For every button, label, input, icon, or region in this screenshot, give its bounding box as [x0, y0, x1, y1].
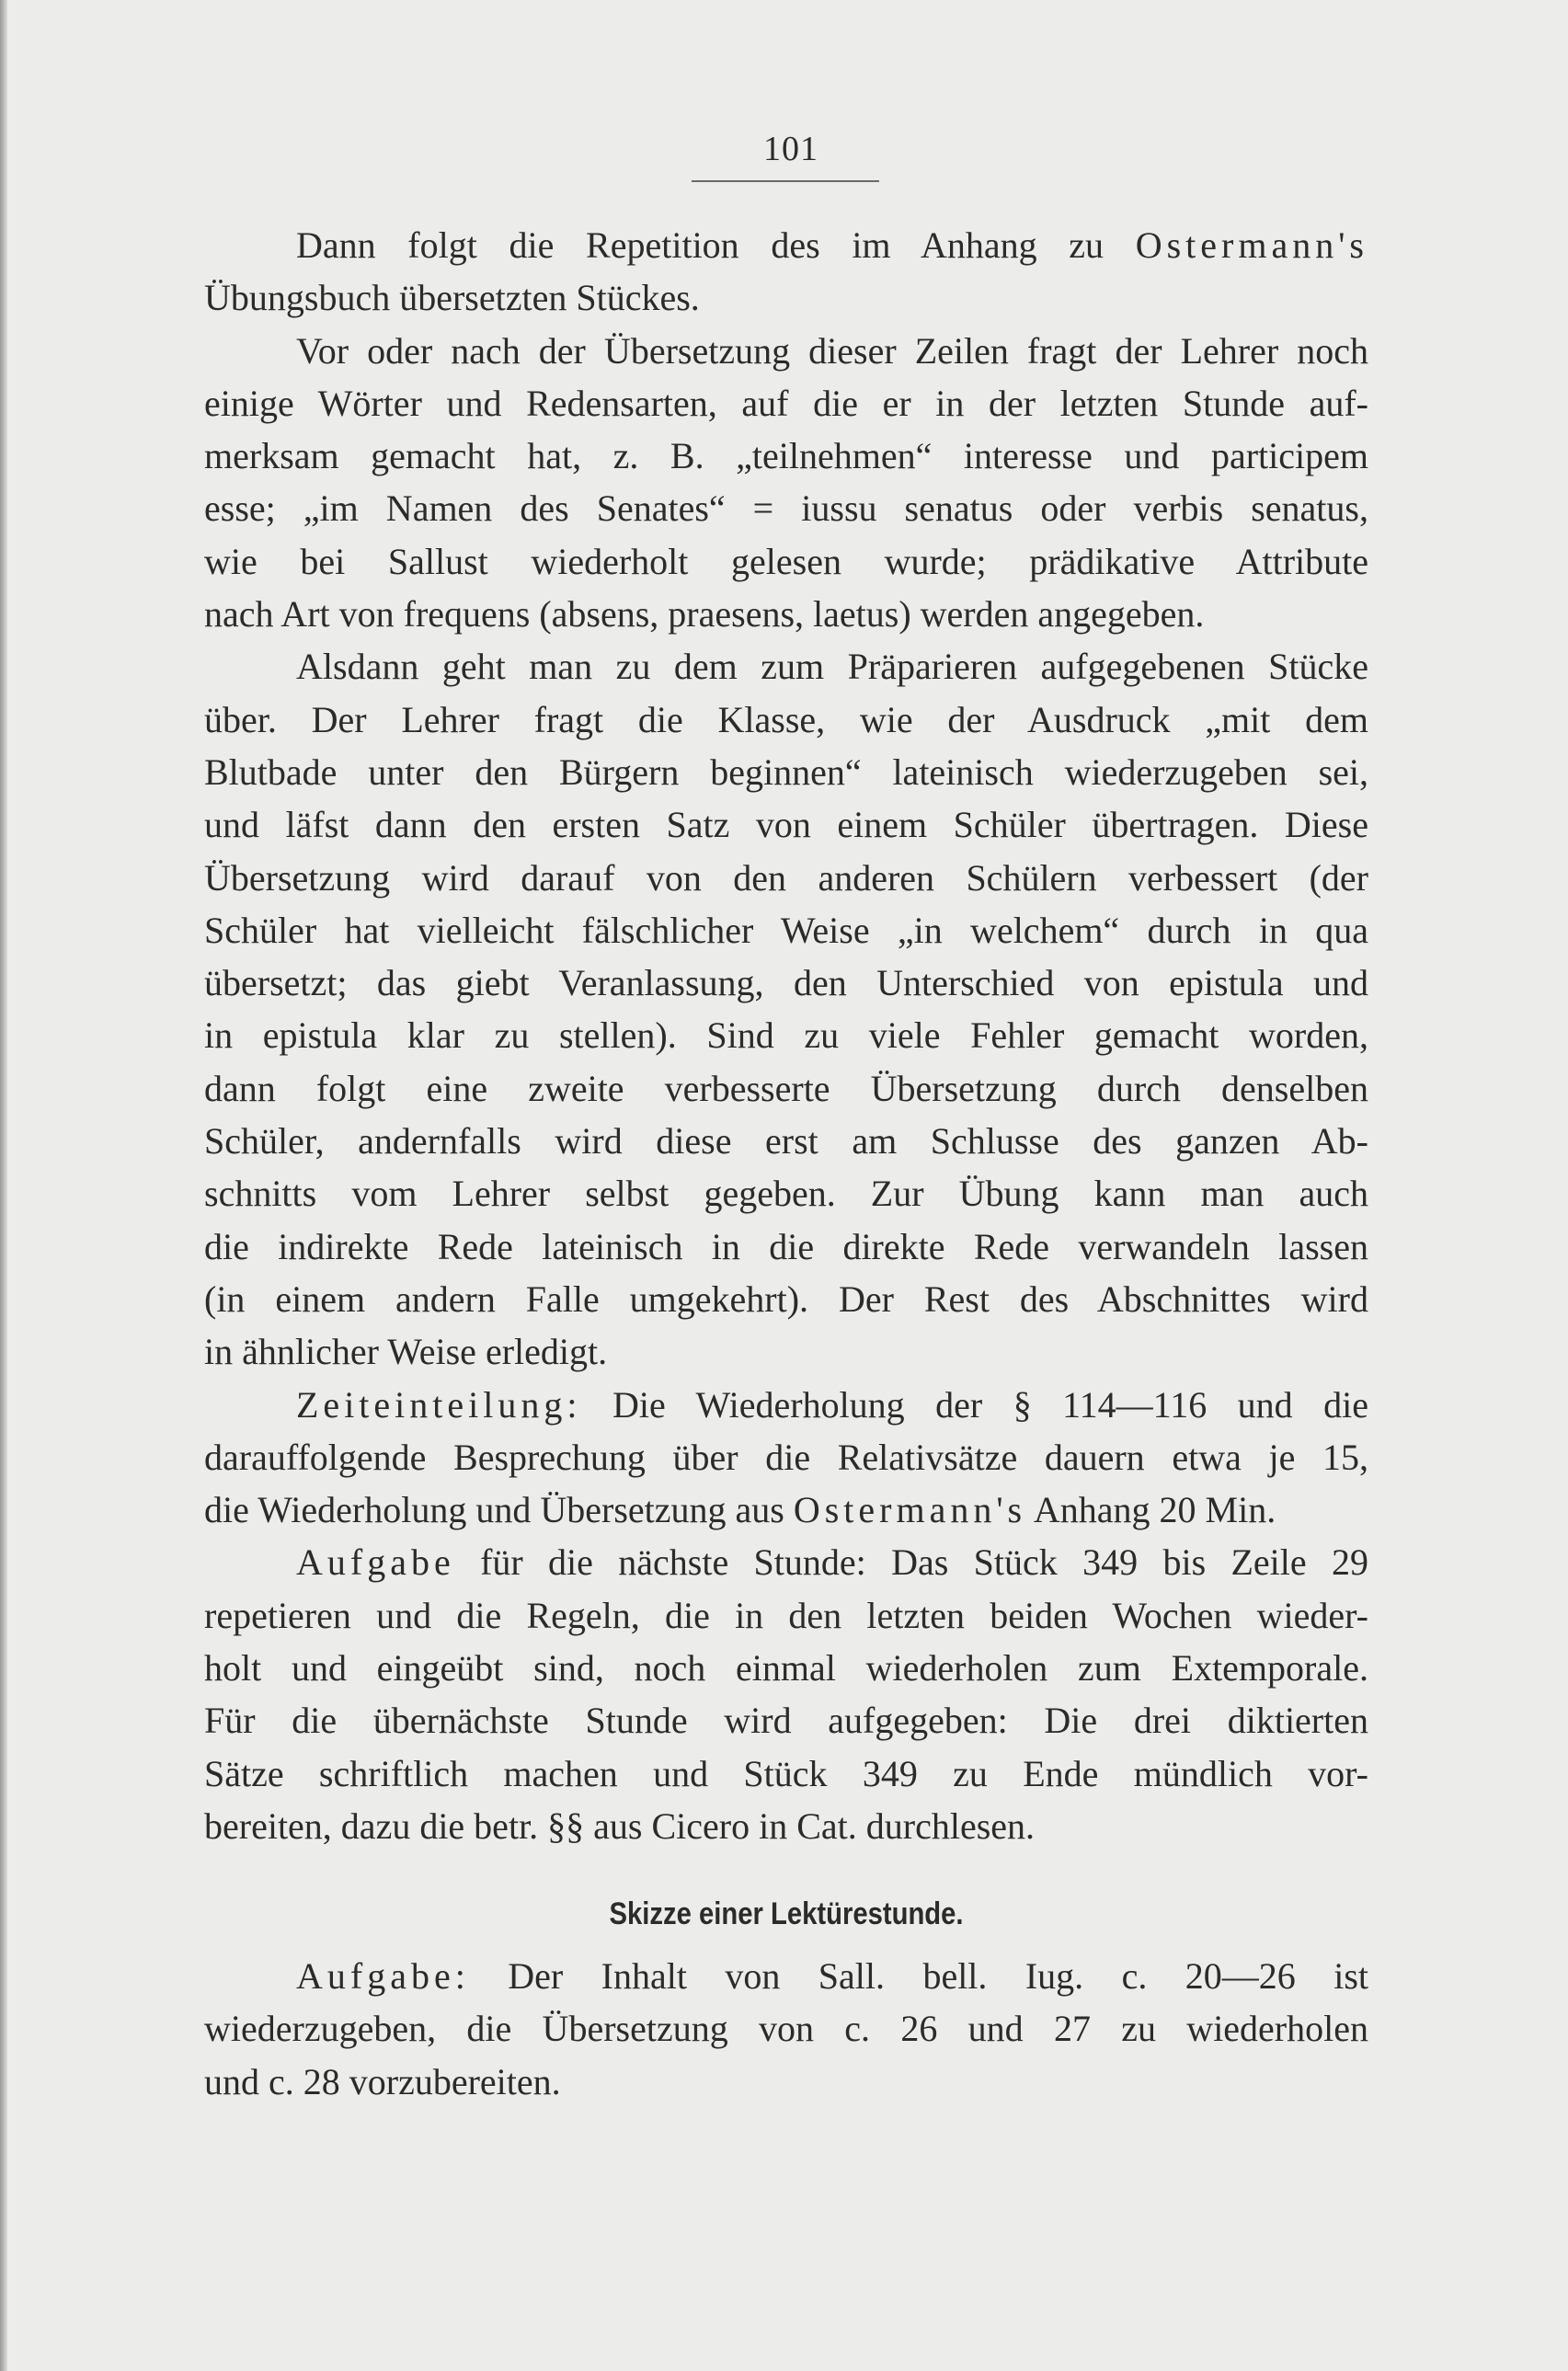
spaced-text: Aufgabe — [296, 1541, 455, 1584]
text-run: die Wiederholung und Übersetzung aus — [204, 1489, 794, 1531]
text-run: esse; „im Namen des Senates“ = iussu senatus oder verbis senatus, — [204, 487, 1368, 530]
text-run: merksam gemacht hat, z. B. „teilnehmen“ interesse und participem — [204, 435, 1368, 477]
text-run: Schüler, andernfalls wird diese erst am Schlusse des ganzen Ab- — [204, 1120, 1368, 1163]
text-run: Die Wiederholung der § 114—116 und die — [581, 1383, 1368, 1426]
page-number: 101 — [763, 130, 818, 168]
text-run: Anhang 20 Min. — [1026, 1489, 1276, 1531]
text-line — [204, 430, 1368, 482]
text-line — [204, 1115, 1368, 1167]
paragraph — [204, 1536, 1368, 1852]
text-line — [204, 271, 1368, 324]
text-line — [204, 1642, 1368, 1694]
text-line — [204, 1220, 1368, 1273]
paragraph — [204, 1950, 1368, 2108]
text-run: Vor oder nach der Übersetzung dieser Zeilen fragt der Lehrer noch — [296, 329, 1368, 372]
text-line — [204, 956, 1368, 1009]
text-line — [204, 1379, 1368, 1431]
text-line — [204, 1273, 1368, 1325]
text-line — [204, 588, 1368, 640]
text-run: Schüler hat vielleicht fälschlicher Weise „in welchem“ durch in qua — [204, 909, 1368, 951]
paragraph — [204, 1379, 1368, 1537]
text-line — [204, 1589, 1368, 1642]
text-run: repetieren und die Regeln, die in den letzten beiden Wochen wieder- — [204, 1594, 1368, 1636]
text-line — [204, 1483, 1368, 1536]
text-line — [204, 482, 1368, 534]
text-run: und c. 28 vorzubereiten. — [204, 2060, 561, 2102]
spaced-text: Zeiteinteilung: — [296, 1383, 582, 1426]
text-line — [204, 1167, 1368, 1220]
paragraph — [204, 219, 1368, 325]
text-run: Übungsbuch übersetzten Stückes. — [204, 277, 700, 319]
text-line — [204, 746, 1368, 798]
text-line — [204, 1800, 1368, 1852]
text-run: darauffolgende Besprechung über die Relativsätze dauern etwa je 15, — [204, 1436, 1368, 1478]
text-run: wie bei Sallust wiederholt gelesen wurde; prädikative Attribute — [204, 540, 1368, 582]
text-line — [204, 1747, 1368, 1800]
text-line — [204, 2056, 1368, 2108]
text-line — [204, 1431, 1368, 1483]
text-run: Übersetzung wird darauf von den anderen Schülern verbessert (der — [204, 856, 1368, 899]
text-run: für die nächste Stunde: Das Stück 349 bis Zeile 29 — [454, 1541, 1368, 1584]
text-line — [204, 219, 1368, 271]
text-line — [204, 2002, 1368, 2055]
text-line — [204, 1950, 1368, 2002]
text-line — [204, 535, 1368, 588]
paragraph — [204, 325, 1368, 641]
text-run: Alsdann geht man zu dem zum Präparieren aufgegebenen Stücke — [296, 646, 1368, 688]
text-run: dann folgt eine zweite verbesserte Übersetzung durch denselben — [204, 1067, 1368, 1109]
text-run: Der Inhalt von Sall. bell. Iug. c. 20—26 ist — [469, 1955, 1368, 1997]
text-run: Sätze schriftlich machen und Stück 349 zu Ende mündlich vor- — [204, 1752, 1368, 1794]
spaced-text: Ostermann's — [1135, 224, 1368, 266]
header-rule — [692, 180, 879, 182]
spaced-text: Ostermann's — [793, 1489, 1027, 1531]
text-run: einige Wörter und Redensarten, auf die er in der letzten Stunde auf- — [204, 382, 1368, 424]
text-line — [204, 1009, 1368, 1061]
text-run: die indirekte Rede lateinisch in die direkte Rede verwandeln lassen — [204, 1225, 1368, 1267]
text-run: übersetzt; das giebt Veranlassung, den Unterschied von epistula und — [204, 962, 1368, 1004]
section-heading: Skizze einer Lektürestunde. — [609, 1896, 964, 1931]
section-body-text — [204, 1950, 1368, 2108]
text-line — [204, 798, 1368, 851]
text-line — [204, 1325, 1368, 1378]
text-line — [204, 377, 1368, 430]
spaced-text: Aufgabe: — [296, 1955, 470, 1997]
text-run: Dann folgt die Repetition des im Anhang zu — [296, 224, 1136, 266]
text-run: in ähnlicher Weise erledigt. — [204, 1331, 608, 1373]
text-line — [204, 693, 1368, 746]
body-text — [204, 219, 1368, 1852]
text-line — [204, 1694, 1368, 1747]
text-line — [204, 904, 1368, 956]
page-edge-shadow — [0, 0, 7, 2371]
text-run: holt und eingeübt sind, noch einmal wiederholen zum Extemporale. — [204, 1647, 1368, 1689]
text-line — [204, 852, 1368, 904]
text-run: schnitts vom Lehrer selbst gegeben. Zur Übung kann man auch — [204, 1173, 1368, 1215]
text-run: wiederzugeben, die Übersetzung von c. 26 und 27 zu wiederholen — [204, 2008, 1368, 2050]
text-line — [204, 325, 1368, 377]
text-run: Blutbade unter den Bürgern beginnen“ lateinisch wiederzugeben sei, — [204, 750, 1368, 793]
text-run: (in einem andern Falle umgekehrt). Der Rest des Abschnittes wird — [204, 1277, 1368, 1320]
text-run: in epistula klar zu stellen). Sind zu viele Fehler gemacht worden, — [204, 1014, 1368, 1057]
text-run: bereiten, dazu die betr. §§ aus Cicero in Cat. durchlesen. — [204, 1804, 1036, 1847]
text-line — [204, 1062, 1368, 1115]
text-run: und läfst dann den ersten Satz von einem Schüler übertragen. Diese — [204, 804, 1368, 846]
text-run: über. Der Lehrer fragt die Klasse, wie der Ausdruck „mit dem — [204, 698, 1368, 740]
text-run: nach Art von frequens (absens, praesens, laetus) werden angegeben. — [204, 593, 1205, 636]
text-line — [204, 1536, 1368, 1588]
text-run: Für die übernächste Stunde wird aufgegeben: Die drei diktierten — [204, 1700, 1368, 1742]
paragraph — [204, 640, 1368, 1378]
text-line — [204, 640, 1368, 693]
